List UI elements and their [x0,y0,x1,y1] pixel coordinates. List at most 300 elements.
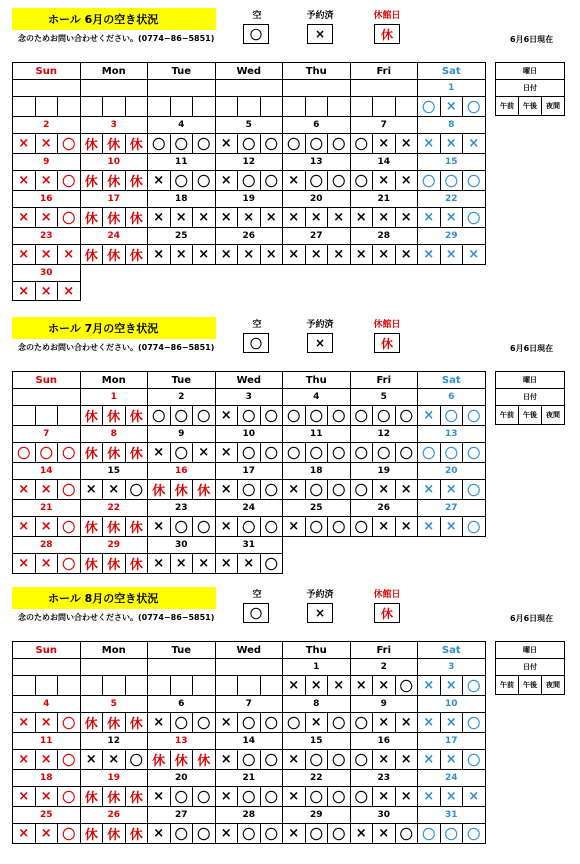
availability-cell [170,676,193,696]
availability-cell [418,554,441,574]
availability-cell [373,554,396,574]
availability-cell: × [148,443,171,463]
date-cell: 22 [418,191,486,208]
availability-cell: × [193,554,216,574]
date-cell: 16 [148,463,216,480]
weekday-header: Sat [418,63,486,80]
date-cell: 27 [283,228,351,245]
availability-cell: 〇 [260,443,283,463]
availability-cell: 〇 [170,713,193,733]
availability-cell: × [305,245,328,265]
availability-cell: × [283,824,306,844]
availability-cell: 〇 [58,824,81,844]
availability-cell: × [418,713,441,733]
availability-cell: 〇 [58,517,81,537]
availability-cell: 〇 [283,713,306,733]
availability-cell: × [328,245,351,265]
date-cell: 7 [13,426,81,443]
availability-cell [193,676,216,696]
availability-cell: 休 [125,713,148,733]
availability-cell: × [350,676,373,696]
date-cell: 13 [418,426,486,443]
date-cell: 24 [80,228,148,245]
availability-cell: × [13,245,36,265]
date-cell: 10 [215,426,283,443]
date-cell [80,265,148,282]
availability-cell: 休 [80,171,103,191]
availability-cell: × [260,245,283,265]
date-cell [418,265,486,282]
availability-cell: 休 [125,554,148,574]
date-cell [13,389,81,406]
availability-cell: 〇 [35,443,58,463]
date-cell: 8 [418,117,486,134]
availability-cell: 休 [193,480,216,500]
availability-cell: 〇 [148,406,171,426]
date-cell: 21 [215,770,283,787]
availability-cell: 〇 [58,713,81,733]
availability-cell [395,282,418,301]
availability-cell [58,676,81,696]
availability-cell: × [463,787,486,807]
availability-cell: 〇 [170,134,193,154]
availability-cell: × [440,517,463,537]
weekday-header: Tue [148,372,216,389]
availability-cell: × [58,282,81,301]
weekday-header: Tue [148,642,216,659]
availability-cell [260,97,283,117]
availability-cell: × [418,245,441,265]
availability-cell: × [283,787,306,807]
availability-cell: × [148,171,171,191]
availability-cell: × [395,517,418,537]
availability-cell: × [373,171,396,191]
availability-cell: 〇 [170,517,193,537]
legend-closed-symbol: 休 [374,603,400,623]
weekday-header: Sat [418,642,486,659]
availability-cell: 〇 [58,208,81,228]
availability-cell [328,282,351,301]
availability-cell: × [103,750,126,770]
date-cell [13,80,81,97]
date-cell: 21 [350,191,418,208]
availability-cell [125,282,148,301]
availability-cell: 〇 [305,443,328,463]
legend-empty-symbol: 〇 [243,603,269,623]
contact-note: 念のためお問い合わせください。(0774−86−5851) [18,343,215,352]
date-cell: 20 [148,770,216,787]
date-cell: 1 [418,80,486,97]
date-cell: 22 [80,500,148,517]
date-cell: 20 [283,191,351,208]
availability-cell: 休 [80,787,103,807]
availability-cell: × [418,517,441,537]
date-cell [148,659,216,676]
side-period-label: 夜間 [542,676,565,695]
availability-cell: 〇 [238,517,261,537]
date-cell: 5 [80,696,148,713]
availability-cell: × [283,676,306,696]
date-cell: 26 [215,228,283,245]
date-cell [80,80,148,97]
availability-cell: × [215,134,238,154]
date-cell: 1 [80,389,148,406]
date-cell: 6 [418,389,486,406]
availability-cell: 〇 [170,787,193,807]
availability-cell: × [373,750,396,770]
availability-cell: × [13,480,36,500]
date-cell: 9 [148,426,216,443]
weekday-header: Tue [148,63,216,80]
availability-cell: 〇 [193,134,216,154]
availability-cell: 〇 [125,480,148,500]
availability-cell: 〇 [305,406,328,426]
availability-cell: × [395,787,418,807]
date-cell [283,265,351,282]
side-legend [495,641,565,695]
availability-cell: 〇 [193,171,216,191]
date-cell: 6 [283,117,351,134]
availability-cell: 休 [103,134,126,154]
availability-cell: × [418,787,441,807]
availability-cell [103,97,126,117]
availability-cell [350,97,373,117]
availability-cell: 〇 [328,443,351,463]
availability-cell: 〇 [260,134,283,154]
availability-cell: 〇 [193,824,216,844]
date-cell: 26 [350,500,418,517]
side-date-label: 日付 [496,389,565,406]
availability-cell: 休 [193,750,216,770]
side-weekday-label: 曜日 [496,63,565,80]
availability-cell: 〇 [238,134,261,154]
availability-cell [373,282,396,301]
availability-cell [305,282,328,301]
availability-cell [125,97,148,117]
availability-cell: 〇 [350,134,373,154]
month-title: ホール 6月の空き状況 [12,8,216,30]
availability-cell: 〇 [193,406,216,426]
availability-cell: 〇 [328,787,351,807]
legend-empty-label: 空 [252,320,262,330]
availability-cell: 〇 [418,97,441,117]
availability-cell: × [35,787,58,807]
availability-cell: × [58,245,81,265]
side-date-label: 日付 [496,80,565,97]
availability-cell: × [215,750,238,770]
availability-cell: 〇 [170,171,193,191]
availability-cell: 〇 [58,787,81,807]
availability-cell: 休 [103,171,126,191]
availability-cell: × [35,554,58,574]
availability-cell: 〇 [418,824,441,844]
availability-cell: 〇 [328,480,351,500]
as-of-date: 6月6日現在 [510,35,554,44]
date-cell [215,659,283,676]
weekday-header: Mon [80,63,148,80]
availability-cell: × [418,208,441,228]
availability-cell: × [305,713,328,733]
availability-cell [215,676,238,696]
weekday-header: Mon [80,642,148,659]
availability-cell: 休 [125,406,148,426]
availability-cell: × [148,787,171,807]
legend-empty-label: 空 [252,590,262,600]
availability-cell: 〇 [463,750,486,770]
availability-cell: × [418,406,441,426]
availability-cell: × [463,134,486,154]
date-cell: 19 [80,770,148,787]
availability-cell [283,554,306,574]
availability-cell: 〇 [463,517,486,537]
availability-cell: 〇 [463,171,486,191]
availability-cell: 休 [103,406,126,426]
availability-cell: × [148,517,171,537]
availability-cell: 〇 [305,480,328,500]
availability-cell: × [373,824,396,844]
availability-cell: × [13,134,36,154]
availability-cell: 〇 [350,787,373,807]
date-cell: 4 [283,389,351,406]
availability-cell: 休 [125,134,148,154]
as-of-date: 6月6日現在 [510,344,554,353]
availability-cell [418,282,441,301]
availability-cell: 休 [125,245,148,265]
legend-reserved-symbol: × [307,333,333,353]
date-cell: 19 [350,463,418,480]
availability-cell: × [13,787,36,807]
availability-cell [238,676,261,696]
side-period-label: 午前 [496,676,519,695]
availability-cell: × [418,750,441,770]
legend-empty-symbol: 〇 [243,24,269,44]
date-cell: 11 [283,426,351,443]
availability-cell: 〇 [305,750,328,770]
availability-cell [328,97,351,117]
availability-cell [238,282,261,301]
weekday-header: Sat [418,372,486,389]
availability-cell [35,97,58,117]
date-cell: 7 [215,696,283,713]
availability-cell: × [328,676,351,696]
availability-cell: 〇 [440,824,463,844]
calendar-table [12,371,486,574]
availability-cell: × [103,480,126,500]
availability-cell: 〇 [328,406,351,426]
availability-cell: 〇 [238,171,261,191]
availability-cell: × [305,676,328,696]
availability-cell: × [283,245,306,265]
weekday-header: Sun [13,63,81,80]
availability-cell: 〇 [238,443,261,463]
legend-closed-label: 休館日 [373,11,401,21]
availability-cell: 〇 [283,443,306,463]
availability-cell: 〇 [238,787,261,807]
date-cell: 5 [350,389,418,406]
availability-cell: 〇 [463,713,486,733]
date-cell [13,659,81,676]
availability-cell: 休 [103,824,126,844]
availability-cell: 〇 [328,517,351,537]
weekday-header: Sun [13,642,81,659]
availability-cell [215,97,238,117]
legend-closed-label: 休館日 [373,590,401,600]
availability-cell: × [215,554,238,574]
availability-cell [373,97,396,117]
availability-cell [260,282,283,301]
availability-cell: × [395,171,418,191]
availability-cell: 〇 [463,97,486,117]
date-cell [215,80,283,97]
date-cell: 9 [13,154,81,171]
availability-cell: × [395,480,418,500]
weekday-header: Sun [13,372,81,389]
availability-cell: 休 [170,480,193,500]
availability-cell: × [35,208,58,228]
date-cell: 2 [350,659,418,676]
date-cell: 27 [418,500,486,517]
weekday-header: Wed [215,642,283,659]
availability-cell: 〇 [440,171,463,191]
date-cell: 28 [215,807,283,824]
availability-cell: 〇 [350,171,373,191]
month-title: ホール 8月の空き状況 [12,587,216,609]
date-cell: 29 [80,537,148,554]
date-cell: 10 [80,154,148,171]
availability-cell [125,676,148,696]
availability-cell: 〇 [305,517,328,537]
date-cell: 20 [418,463,486,480]
date-cell: 14 [215,733,283,750]
date-cell: 11 [13,733,81,750]
date-cell [148,80,216,97]
availability-cell [35,676,58,696]
date-cell: 17 [418,733,486,750]
availability-cell [215,282,238,301]
availability-cell: 〇 [395,676,418,696]
availability-cell: 〇 [463,824,486,844]
availability-cell: × [35,245,58,265]
availability-cell: 〇 [238,750,261,770]
availability-cell: 〇 [238,406,261,426]
availability-cell: 〇 [148,134,171,154]
legend-empty-label: 空 [252,11,262,21]
availability-cell: × [283,171,306,191]
availability-cell: × [440,97,463,117]
availability-cell: 休 [103,208,126,228]
date-cell: 23 [13,228,81,245]
availability-cell [58,406,81,426]
date-cell: 8 [283,696,351,713]
date-cell: 3 [80,117,148,134]
availability-cell [170,282,193,301]
weekday-header: Fri [350,63,418,80]
availability-cell: 〇 [305,171,328,191]
availability-cell [440,554,463,574]
availability-cell: 〇 [170,443,193,463]
availability-cell: 休 [80,824,103,844]
availability-cell: × [440,713,463,733]
availability-cell: × [35,713,58,733]
weekday-header: Mon [80,372,148,389]
availability-cell: 休 [80,554,103,574]
availability-cell: 〇 [260,787,283,807]
availability-cell: × [215,171,238,191]
date-cell: 27 [148,807,216,824]
date-cell: 3 [418,659,486,676]
date-cell: 2 [13,117,81,134]
availability-cell: 〇 [373,443,396,463]
date-cell [80,659,148,676]
side-period-label: 午前 [496,97,519,116]
date-cell: 18 [13,770,81,787]
availability-cell: 〇 [440,406,463,426]
availability-cell: 〇 [260,824,283,844]
availability-cell: 休 [80,713,103,733]
availability-cell: 〇 [260,554,283,574]
date-cell: 29 [418,228,486,245]
availability-cell: × [373,713,396,733]
availability-cell: × [215,406,238,426]
availability-cell: 〇 [58,480,81,500]
availability-cell: 〇 [305,824,328,844]
date-cell: 5 [215,117,283,134]
availability-cell: 休 [148,750,171,770]
availability-cell: 休 [125,787,148,807]
availability-cell: 休 [125,517,148,537]
availability-cell: × [418,480,441,500]
availability-cell: 〇 [328,824,351,844]
date-cell: 11 [148,154,216,171]
availability-cell: 〇 [238,480,261,500]
availability-cell: × [373,480,396,500]
availability-cell [13,97,36,117]
availability-cell: 休 [103,713,126,733]
date-cell: 14 [350,154,418,171]
weekday-header: Thu [283,642,351,659]
date-cell: 16 [13,191,81,208]
availability-cell [13,406,36,426]
availability-cell [395,554,418,574]
date-cell: 19 [215,191,283,208]
availability-cell: 〇 [193,517,216,537]
date-cell: 23 [350,770,418,787]
side-period-label: 夜間 [542,97,565,116]
availability-cell: 〇 [395,443,418,463]
availability-cell: × [13,713,36,733]
availability-cell: 休 [103,245,126,265]
availability-cell: × [215,245,238,265]
date-cell: 12 [80,733,148,750]
availability-cell [283,97,306,117]
date-cell: 21 [13,500,81,517]
availability-cell [148,282,171,301]
date-cell: 24 [215,500,283,517]
availability-cell: × [440,750,463,770]
availability-cell: 休 [103,443,126,463]
availability-cell: 〇 [350,517,373,537]
availability-cell: 休 [80,245,103,265]
side-period-label: 夜間 [542,406,565,425]
legend-reserved-label: 予約済 [306,11,334,21]
availability-cell: 休 [80,208,103,228]
availability-cell: × [238,208,261,228]
availability-cell: 〇 [58,134,81,154]
availability-cell: 〇 [170,406,193,426]
availability-cell: 休 [80,517,103,537]
availability-cell: × [13,750,36,770]
date-cell: 28 [13,537,81,554]
